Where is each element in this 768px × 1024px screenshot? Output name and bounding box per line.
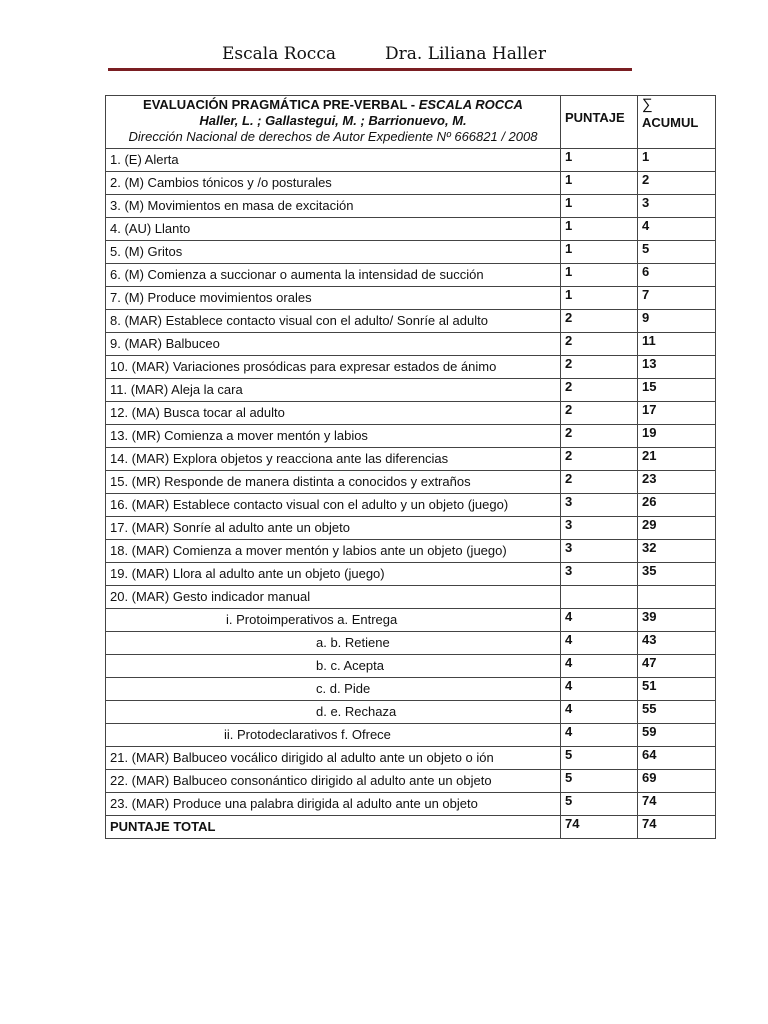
header-left-title: Escala Rocca <box>222 44 336 64</box>
table-row <box>106 586 716 609</box>
item-description: 15. (MR) Responde de manera distinta a conocidos y extraños <box>106 471 561 494</box>
item-puntaje: 4 <box>561 609 638 632</box>
item-acumul: 7 <box>638 287 716 310</box>
item-description: 19. (MAR) Llora al adulto ante un objeto (juego) <box>106 563 561 586</box>
item-acumul: 32 <box>638 540 716 563</box>
table-row <box>106 448 716 471</box>
item-puntaje: 3 <box>561 494 638 517</box>
item-acumul: 17 <box>638 402 716 425</box>
evaluation-table <box>105 95 716 839</box>
item-description: 10. (MAR) Variaciones prosódicas para expresar estados de ánimo <box>106 356 561 379</box>
item-puntaje: 3 <box>561 517 638 540</box>
item-puntaje: 2 <box>561 471 638 494</box>
item-acumul: 13 <box>638 356 716 379</box>
item-description: c. d. Pide <box>106 678 561 701</box>
item-description: d. e. Rechaza <box>106 701 561 724</box>
table-row <box>106 333 716 356</box>
item-puntaje: 1 <box>561 195 638 218</box>
item-description: 4. (AU) Llanto <box>106 218 561 241</box>
item-acumul: 23 <box>638 471 716 494</box>
sigma-symbol: ∑ <box>642 96 653 113</box>
item-acumul: 59 <box>638 724 716 747</box>
item-acumul: 2 <box>638 172 716 195</box>
item-description: 16. (MAR) Establece contacto visual con el adulto y un objeto (juego) <box>106 494 561 517</box>
total-row <box>106 816 716 839</box>
table-row <box>106 770 716 793</box>
table-row <box>106 241 716 264</box>
table-row <box>106 195 716 218</box>
item-acumul: 39 <box>638 609 716 632</box>
table-registry: Dirección Nacional de derechos de Autor Expediente Nº 666821 / 2008 <box>128 129 538 144</box>
item-acumul: 1 <box>638 149 716 172</box>
item-puntaje: 4 <box>561 678 638 701</box>
table-row <box>106 356 716 379</box>
item-description: 1. (E) Alerta <box>106 149 561 172</box>
item-description: 2. (M) Cambios tónicos y /o posturales <box>106 172 561 195</box>
item-puntaje: 2 <box>561 379 638 402</box>
item-description: 14. (MAR) Explora objetos y reacciona ante las diferencias <box>106 448 561 471</box>
table-row <box>106 494 716 517</box>
item-acumul: 51 <box>638 678 716 701</box>
table-row <box>106 655 716 678</box>
total-label: PUNTAJE TOTAL <box>106 816 561 839</box>
item-acumul: 11 <box>638 333 716 356</box>
table-row <box>106 701 716 724</box>
item-description: 3. (M) Movimientos en masa de excitación <box>106 195 561 218</box>
table-row <box>106 609 716 632</box>
item-acumul: 74 <box>638 793 716 816</box>
item-puntaje <box>561 586 638 609</box>
item-description: 5. (M) Gritos <box>106 241 561 264</box>
item-acumul: 15 <box>638 379 716 402</box>
item-acumul: 5 <box>638 241 716 264</box>
item-puntaje: 2 <box>561 333 638 356</box>
item-puntaje: 1 <box>561 149 638 172</box>
item-puntaje: 4 <box>561 701 638 724</box>
table-row <box>106 678 716 701</box>
item-description: 21. (MAR) Balbuceo vocálico dirigido al adulto ante un objeto o ión <box>106 747 561 770</box>
item-description: ii. Protodeclarativos f. Ofrece <box>106 724 561 747</box>
item-puntaje: 2 <box>561 356 638 379</box>
item-description: 18. (MAR) Comienza a mover mentón y labios ante un objeto (juego) <box>106 540 561 563</box>
item-acumul: 9 <box>638 310 716 333</box>
table-row <box>106 747 716 770</box>
item-description: 9. (MAR) Balbuceo <box>106 333 561 356</box>
item-acumul: 29 <box>638 517 716 540</box>
column-header-puntaje: PUNTAJE <box>561 96 638 149</box>
table-title: EVALUACIÓN PRAGMÁTICA PRE-VERBAL - ESCALA ROCCA <box>143 97 523 112</box>
table-header-row <box>106 96 716 149</box>
item-acumul: 55 <box>638 701 716 724</box>
item-acumul: 6 <box>638 264 716 287</box>
item-puntaje: 4 <box>561 724 638 747</box>
item-description: 12. (MA) Busca tocar al adulto <box>106 402 561 425</box>
item-acumul: 3 <box>638 195 716 218</box>
table-row <box>106 724 716 747</box>
table-row <box>106 563 716 586</box>
item-puntaje: 2 <box>561 448 638 471</box>
item-description: 11. (MAR) Aleja la cara <box>106 379 561 402</box>
item-acumul: 19 <box>638 425 716 448</box>
table-row <box>106 310 716 333</box>
item-description: i. Protoimperativos a. Entrega <box>106 609 561 632</box>
item-puntaje: 1 <box>561 218 638 241</box>
item-description: 20. (MAR) Gesto indicador manual <box>106 586 561 609</box>
table-row <box>106 149 716 172</box>
item-puntaje: 2 <box>561 425 638 448</box>
item-acumul <box>638 586 716 609</box>
table-row <box>106 540 716 563</box>
item-description: 17. (MAR) Sonríe al adulto ante un objeto <box>106 517 561 540</box>
table-row <box>106 425 716 448</box>
table-row <box>106 287 716 310</box>
item-acumul: 64 <box>638 747 716 770</box>
item-description: 23. (MAR) Produce una palabra dirigida al adulto ante un objeto <box>106 793 561 816</box>
table-row <box>106 793 716 816</box>
table-row <box>106 218 716 241</box>
item-puntaje: 5 <box>561 793 638 816</box>
table-title-cell <box>106 96 561 149</box>
item-acumul: 35 <box>638 563 716 586</box>
item-puntaje: 5 <box>561 770 638 793</box>
item-acumul: 43 <box>638 632 716 655</box>
table-row <box>106 402 716 425</box>
item-puntaje: 1 <box>561 172 638 195</box>
column-header-acumul-label: ACUMUL <box>642 115 699 130</box>
item-puntaje: 1 <box>561 241 638 264</box>
item-description: 8. (MAR) Establece contacto visual con el adulto/ Sonríe al adulto <box>106 310 561 333</box>
table-row <box>106 379 716 402</box>
table-row <box>106 264 716 287</box>
total-puntaje: 74 <box>561 816 638 839</box>
header-right-title: Dra. Liliana Haller <box>385 44 546 64</box>
item-description: b. c. Acepta <box>106 655 561 678</box>
item-puntaje: 4 <box>561 655 638 678</box>
item-puntaje: 1 <box>561 287 638 310</box>
item-acumul: 21 <box>638 448 716 471</box>
item-puntaje: 1 <box>561 264 638 287</box>
item-puntaje: 4 <box>561 632 638 655</box>
table-row <box>106 471 716 494</box>
item-puntaje: 2 <box>561 310 638 333</box>
item-acumul: 26 <box>638 494 716 517</box>
item-puntaje: 2 <box>561 402 638 425</box>
item-puntaje: 5 <box>561 747 638 770</box>
item-description: 22. (MAR) Balbuceo consonántico dirigido al adulto ante un objeto <box>106 770 561 793</box>
item-puntaje: 3 <box>561 563 638 586</box>
item-description: 6. (M) Comienza a succionar o aumenta la intensidad de succión <box>106 264 561 287</box>
item-acumul: 69 <box>638 770 716 793</box>
table-authors: Haller, L. ; Gallastegui, M. ; Barrionuevo, M. <box>199 113 467 128</box>
item-description: a. b. Retiene <box>106 632 561 655</box>
item-puntaje: 3 <box>561 540 638 563</box>
item-description: 7. (M) Produce movimientos orales <box>106 287 561 310</box>
item-acumul: 47 <box>638 655 716 678</box>
item-acumul: 4 <box>638 218 716 241</box>
item-description: 13. (MR) Comienza a mover mentón y labios <box>106 425 561 448</box>
table-row <box>106 632 716 655</box>
table-row <box>106 517 716 540</box>
header-divider <box>108 68 632 71</box>
column-header-acumul <box>638 96 716 149</box>
table-row <box>106 172 716 195</box>
total-acumul: 74 <box>638 816 716 839</box>
